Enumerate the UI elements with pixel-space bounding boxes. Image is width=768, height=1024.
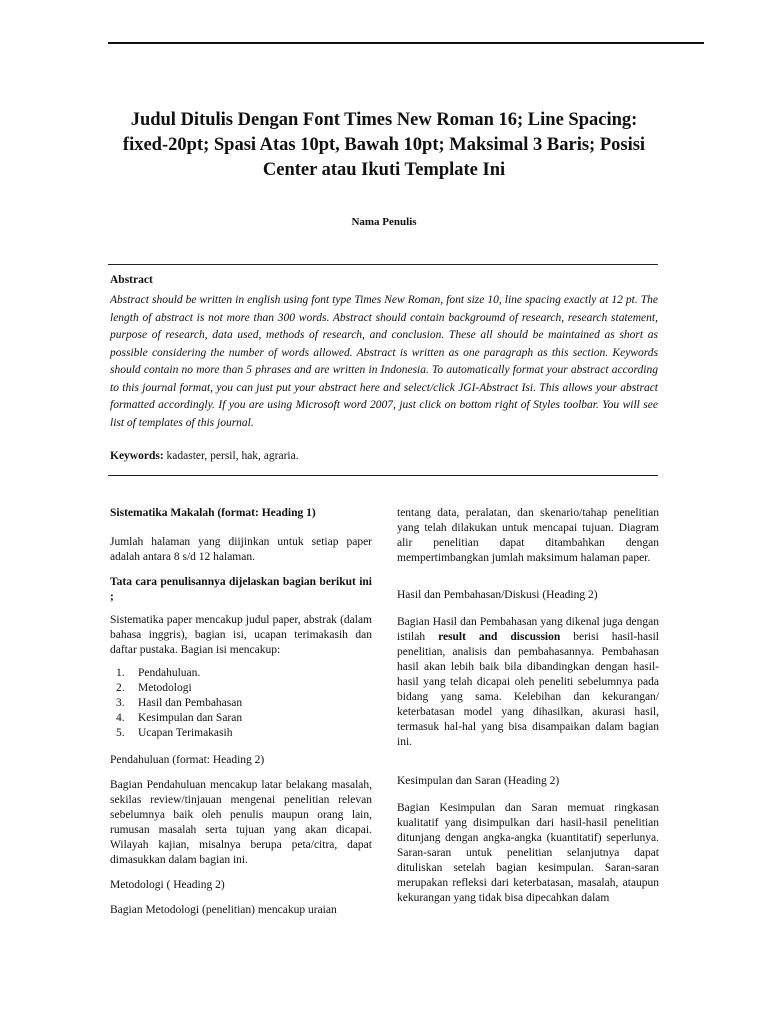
header-rule [108,42,704,44]
list-item [110,711,372,726]
list-number: 2. [116,682,125,694]
paragraph-metodologi-cont: tentang data, peralatan, dan skenario/tahap penelitian yang telah dilakukan untuk mencapai tujuan. Diagram alir penelitian dapat ditambahkan dengan mempertimbangkan jumlah maksimum halaman paper. [397,507,659,564]
list-number: 3. [116,697,125,709]
abstract-top-rule [108,264,658,265]
list-text: Kesimpulan dan Saran [138,712,243,724]
heading-pendahuluan: Pendahuluan (format: Heading 2) [110,754,265,766]
heading-hasil: Hasil dan Pembahasan/Diskusi (Heading 2) [397,589,598,601]
heading-kesimpulan: Kesimpulan dan Saran (Heading 2) [397,775,560,787]
heading-sistematika: Sistematika Makalah (format: Heading 1) [110,507,316,519]
author-name: Nama Penulis [351,216,417,228]
list-item [110,696,372,711]
heading-tata-cara: Tata cara penulisannya dijelaskan bagian berikut ini ; [110,576,372,603]
paragraph-page-count: Jumlah halaman yang diijinkan untuk setiap paper adalah antara 8 s/d 12 halaman. [110,536,372,563]
abstract-bottom-rule [108,475,658,476]
paragraph-pendahuluan: Bagian Pendahuluan mencakup latar belakang masalah, sekilas review/tinjauan mengenai penelitian relevan sebelumnya baik oleh penulis maupun orang lain, rumusan masalah serta tujuan yang akan dicapai. Wilayah kajian, misalnya berupa peta/citra, dapat dimasukkan dalam bagian ini. [110,779,372,866]
paragraph-metodologi: Bagian Metodologi (penelitian) mencakup uraian [110,904,337,916]
abstract-heading: Abstract [110,274,153,286]
section-list [110,666,372,741]
list-text: Metodologi [138,682,192,694]
keywords-label: Keywords: [110,450,164,462]
hasil-text-start: Bagian Hasil dan Pembahasan yang dikenal juga dengan istilah [397,616,659,643]
abstract-body: Abstract should be written in english using font type Times New Roman, font size 10, line spacing exactly at 12 pt. The length of abstract is not more than 300 words. Abstract should contain backgroumd of research, research statement, purpose of research, data used, methods of research, and conclusion. These all should be maintained as short as possible considering the number of words allowed. Abstract is written as one paragraph as this section. Keywords should contain no more than 5 phrases and are written in Indonesia. To automatically format your abstract according to this journal format, you can just put your abstract here and select/click JGI-Abstract Isi. This allows your abstract formatted accordingly. If you are using Microsoft word 2007, just click on bottom right of Styles toolbar. You will see list of templates of this journal. [110,294,658,429]
list-text: Pendahuluan. [138,667,201,679]
paragraph-sistematika: Sistematika paper mencakup judul paper, abstrak (dalam bahasa inggris), bagian isi, ucapan terimakasih dan daftar pustaka. Bagian isi mencakup: [110,614,372,656]
hasil-text-end: berisi hasil-hasil penelitian, analisis dan pembahasannya. Pembahasan hasil akan lebih baik bila dibandingkan dengan hasil- hasil yang telah dicapai oleh peneliti sebelumnya pada bidang yang sama. Kelebihan dan kekurangan/ keterbatasan model yang dihasilkan, akurasi hasil, termasuk hal-hal yang bisa disampaikan dalam bagian ini. [397,631,659,748]
paper-title: Judul Ditulis Dengan Font Times New Roman 16; Line Spacing: fixed-20pt; Spasi Atas 10pt, Bawah 10pt; Maksimal 3 Baris; Posisi Center atau Ikuti Template Ini [122,110,646,180]
list-text: Hasil dan Pembahasan [138,697,243,709]
list-number: 4. [116,712,125,724]
keywords-line [110,450,299,462]
heading-metodologi: Metodologi ( Heading 2) [110,879,225,891]
list-item [110,726,372,741]
keywords-value: kadaster, persil, hak, agraria. [163,450,299,462]
list-item [110,681,372,696]
paragraph-hasil [397,615,659,750]
right-column [397,506,659,916]
left-column [110,506,372,929]
list-number: 5. [116,727,125,739]
list-text: Ucapan Terimakasih [138,727,233,739]
hasil-text-bold: result and discussion [438,631,561,643]
paragraph-kesimpulan: Bagian Kesimpulan dan Saran memuat ringkasan kualitatif yang disimpulkan dari hasil-hasil penelitian ditunjang dengan angka-angka (kuantitatif) seperlunya. Saran-saran untuk penelitian selanjutnya dapat dituliskan setelah bagian kesimpulan. Saran-saran merupakan refleksi dari keterbatasan, masalah, ataupun kekurangan yang tidak bisa dipecahkan dalam [397,802,659,904]
list-number: 1. [116,667,125,679]
list-item [110,666,372,681]
